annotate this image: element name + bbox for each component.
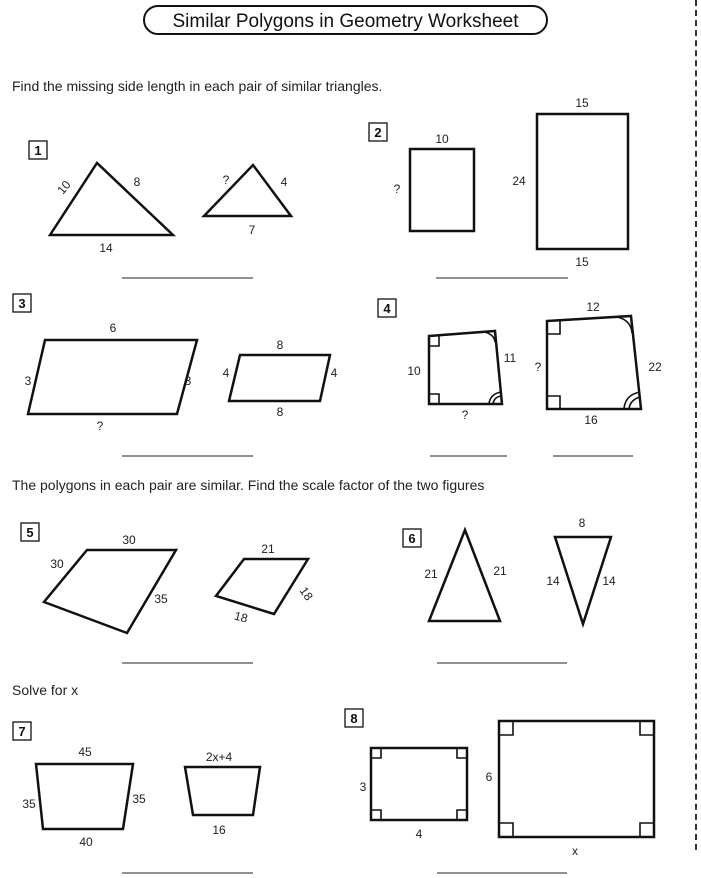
instructions-part1: Find the missing side length in each pair of similar triangles. xyxy=(12,78,383,94)
problem-5 xyxy=(21,523,316,663)
worksheet-title: Similar Polygons in Geometry Worksheet xyxy=(143,5,548,35)
side-label: 18 xyxy=(232,608,250,626)
side-label: 6 xyxy=(109,321,117,335)
rectangle-b xyxy=(537,114,628,249)
parallelogram-a xyxy=(28,340,197,414)
side-label: 22 xyxy=(648,360,662,374)
problem-2 xyxy=(369,96,628,278)
side-label: 4 xyxy=(222,366,230,380)
problem-number: 2 xyxy=(374,125,382,140)
angle-arc-marks xyxy=(489,392,501,404)
side-label: 2x+4 xyxy=(205,750,233,764)
side-label: 18 xyxy=(296,584,316,604)
side-label: 10 xyxy=(54,177,74,198)
triangle-a xyxy=(429,530,500,621)
right-angle-marks xyxy=(499,721,654,837)
problem-number: 8 xyxy=(350,711,358,726)
side-label: 3 xyxy=(359,780,367,794)
problem-3 xyxy=(13,294,338,456)
side-label: 14 xyxy=(546,574,560,588)
side-label: 7 xyxy=(248,223,256,237)
side-label: 16 xyxy=(212,823,226,837)
problem-1 xyxy=(29,141,291,278)
side-label: 21 xyxy=(261,542,275,556)
side-label: 16 xyxy=(584,413,598,427)
side-label: 35 xyxy=(22,797,36,811)
side-label: 21 xyxy=(493,564,507,578)
problem-number: 7 xyxy=(18,724,26,739)
side-label: 35 xyxy=(154,592,168,606)
problem-4 xyxy=(378,299,662,456)
right-angle-marks xyxy=(371,748,467,820)
side-label: 4 xyxy=(280,175,288,189)
rectangle-b xyxy=(499,721,654,837)
problem-7 xyxy=(13,722,260,873)
triangle-b xyxy=(204,165,291,216)
side-label: 8 xyxy=(276,405,284,419)
problem-number: 3 xyxy=(18,296,26,311)
side-label: 10 xyxy=(435,132,449,146)
trapezoid-b xyxy=(185,767,260,815)
parallelogram-b xyxy=(229,355,330,401)
instructions-part3: Solve for x xyxy=(12,682,79,698)
side-label: 15 xyxy=(575,96,589,110)
side-label: 11 xyxy=(503,351,517,365)
instructions-part2: The polygons in each pair are similar. Find the scale factor of the two figures xyxy=(12,477,485,493)
side-label: 14 xyxy=(99,241,113,255)
side-label: 14 xyxy=(602,574,616,588)
problem-number: 6 xyxy=(408,531,416,546)
side-label: 30 xyxy=(50,557,64,571)
problem-8 xyxy=(345,709,654,873)
side-label: 4 xyxy=(330,366,338,380)
side-label: 21 xyxy=(424,567,438,581)
angle-marks xyxy=(429,332,495,404)
side-label: ? xyxy=(461,408,469,422)
side-label: 40 xyxy=(79,835,93,849)
rectangle-a xyxy=(410,149,474,231)
side-label: 35 xyxy=(132,792,146,806)
side-label: 8 xyxy=(578,516,586,530)
side-label: 3 xyxy=(24,374,32,388)
side-label: 6 xyxy=(485,770,493,784)
problem-number: 4 xyxy=(383,301,391,316)
quadrilateral-b xyxy=(216,559,308,614)
side-label: 15 xyxy=(575,255,589,269)
side-label: ? xyxy=(393,182,401,196)
side-label: ? xyxy=(534,360,542,374)
side-label: 30 xyxy=(122,533,136,547)
side-label: 8 xyxy=(276,338,284,352)
side-label: 3 xyxy=(184,374,192,388)
triangle-a xyxy=(50,163,173,235)
side-label: 12 xyxy=(586,300,600,314)
quadrilateral-b xyxy=(547,316,641,409)
rectangle-a xyxy=(371,748,467,820)
angle-marks xyxy=(547,317,632,409)
problem-6 xyxy=(403,516,616,663)
side-label: 45 xyxy=(78,745,92,759)
problem-number: 1 xyxy=(34,143,42,158)
trapezoid-a xyxy=(36,764,133,829)
side-label: ? xyxy=(96,419,104,433)
side-label: x xyxy=(572,844,578,858)
angle-arc-marks xyxy=(624,392,640,409)
side-label: 10 xyxy=(407,364,421,378)
side-label: ? xyxy=(222,173,230,187)
quadrilateral-a xyxy=(429,331,502,404)
side-label: 8 xyxy=(133,175,141,189)
side-label: 24 xyxy=(512,174,526,188)
side-label: 4 xyxy=(415,827,423,841)
problem-number: 5 xyxy=(26,525,34,540)
